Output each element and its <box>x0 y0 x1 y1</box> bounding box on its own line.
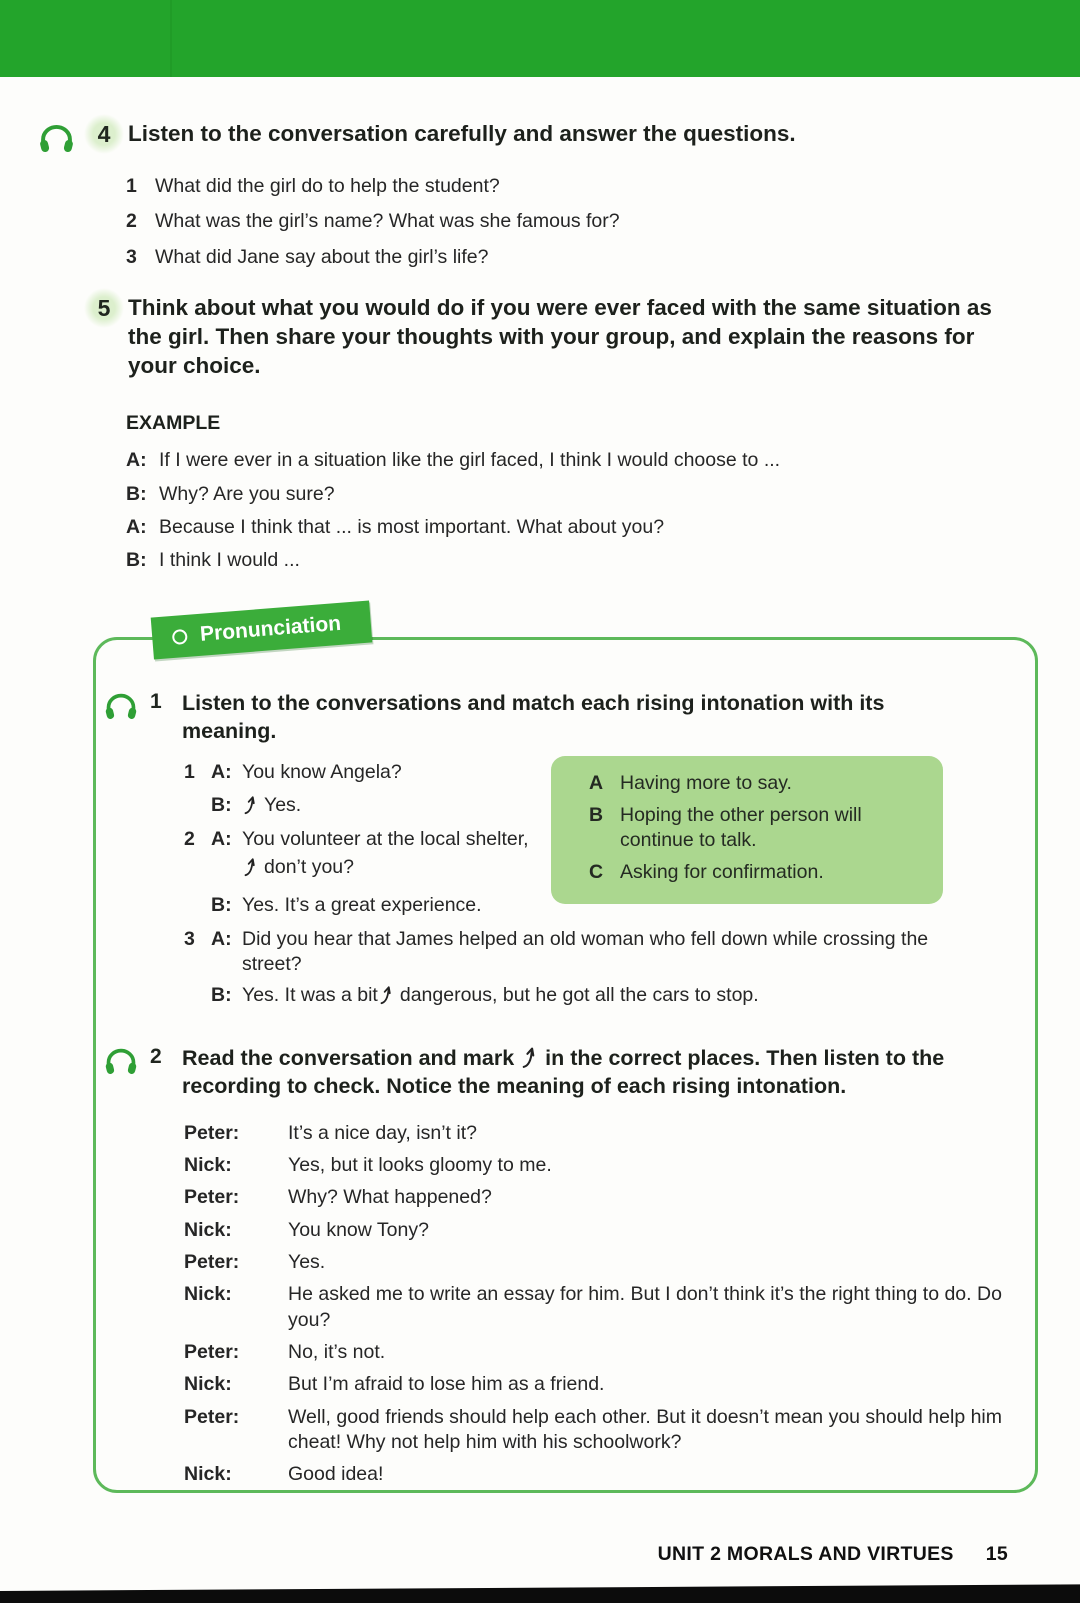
speaker-label: Peter: <box>184 1250 240 1273</box>
item-number: 1 <box>184 760 195 783</box>
exercise-5-heading-row <box>0 294 1080 380</box>
scan-seam <box>170 0 172 77</box>
headphones-icon <box>38 121 80 158</box>
line-text-after: don’t you? <box>264 855 354 878</box>
example-line <box>126 548 1080 573</box>
speaker-label: B: <box>126 482 147 505</box>
speaker-label: Nick: <box>184 1373 232 1396</box>
item-number <box>184 793 211 818</box>
option-row <box>589 803 925 854</box>
speaker-label: Peter: <box>184 1340 240 1363</box>
conversation-line <box>184 983 1029 1008</box>
speaker-label: B: <box>211 984 232 1007</box>
dialogue-text: Yes, but it looks gloomy to me. <box>288 1153 552 1176</box>
option-letter: C <box>589 861 604 884</box>
example-line <box>126 515 1080 540</box>
exercise-4-questions <box>126 174 1080 270</box>
example-text: I think I would ... <box>159 549 300 572</box>
speaker-label <box>211 855 242 880</box>
option-text: Asking for confirmation. <box>620 861 824 884</box>
dialogue-text: Good idea! <box>288 1463 384 1486</box>
speaker-label: A: <box>211 927 232 950</box>
dialogue-line <box>184 1121 1035 1146</box>
line-text-before: Yes. It was a bit <box>242 984 378 1007</box>
dialogue-text: Yes. <box>288 1250 326 1273</box>
page-footer <box>0 1543 1008 1566</box>
rising-intonation-icon <box>244 795 257 815</box>
item-number <box>184 893 211 918</box>
option-letter: B <box>589 803 604 826</box>
rising-intonation-icon <box>380 985 393 1005</box>
dialogue-text: Well, good friends should help each other. But it doesn’t mean you should help him cheat! Why not help him with his schoolwork? <box>288 1405 1003 1453</box>
dialogue-line <box>184 1185 1035 1210</box>
pronunciation-tab-label: Pronunciation <box>199 611 342 646</box>
pron-exercise-2-dialogue <box>184 1121 1035 1488</box>
question-row <box>126 209 1080 234</box>
option-letter: A <box>589 772 604 794</box>
exercise-4-heading-row <box>0 120 1080 158</box>
headphones-icon <box>104 1045 144 1080</box>
exercise-5-title: Think about what you would do if you were ever faced with the same situation as the girl. Then share your thoughts with your group, and explain the reasons for your choice. <box>128 295 992 378</box>
question-number: 3 <box>126 245 137 268</box>
dialogue-line <box>184 1153 1035 1178</box>
line-text <box>242 855 354 880</box>
pron-exercise-1-title: Listen to the conversations and match each rising intonation with its meaning. <box>182 691 885 743</box>
conversation-line <box>184 927 1029 978</box>
question-number: 1 <box>126 175 137 197</box>
item-number <box>184 983 211 1008</box>
exercise-5-section <box>0 294 1080 582</box>
option-row <box>589 860 925 886</box>
question-row <box>126 174 1080 199</box>
question-number: 2 <box>126 210 137 233</box>
example-line <box>126 448 1080 473</box>
speaker-label: A: <box>126 516 147 539</box>
pron-exercise-2-title <box>182 1045 982 1101</box>
line-text-after: dangerous, but he got all the cars to stop. <box>399 984 759 1007</box>
header-green-band <box>0 0 1080 77</box>
speaker-label: B: <box>126 549 147 572</box>
example-text: Because I think that ... is most important. What about you? <box>159 516 665 539</box>
line-text: You know Angela? <box>242 760 402 783</box>
line-text <box>242 793 301 818</box>
example-label: EXAMPLE <box>126 412 221 435</box>
option-text: Having more to say. <box>620 772 792 794</box>
dialogue-line <box>184 1462 1035 1487</box>
line-text: You volunteer at the local shelter, <box>242 827 529 850</box>
speaker-label: Peter: <box>184 1121 240 1144</box>
pronunciation-tab <box>151 600 373 659</box>
pron-exercise-2-number: 2 <box>150 1044 162 1068</box>
option-row <box>589 771 925 797</box>
dialogue-text: He asked me to write an essay for him. But I don’t think it’s the right thing to do. Do you? <box>288 1283 1002 1331</box>
dialogue-text: You know Tony? <box>288 1218 429 1241</box>
dialogue-text: It’s a nice day, isn’t it? <box>288 1121 477 1144</box>
title-text-after: in the correct places. Then listen to the recording to check. Notice the meaning of each rising intonation. <box>182 1045 945 1098</box>
speaker-label: Peter: <box>184 1405 240 1428</box>
dialogue-line <box>184 1372 1035 1397</box>
unit-label: UNIT 2 MORALS AND VIRTUES <box>657 1543 954 1565</box>
pron-exercise-2-heading-row <box>96 1045 1035 1101</box>
option-text: Hoping the other person will continue to talk. <box>620 803 862 852</box>
pron-exercise-1-heading-row <box>96 690 1035 746</box>
speaker-label: B: <box>211 794 232 817</box>
question-text: What did Jane say about the girl’s life? <box>155 245 489 268</box>
speaker-label: A: <box>211 760 232 783</box>
example-text: Why? Are you sure? <box>159 482 335 505</box>
item-number: 2 <box>184 827 195 850</box>
intonation-options-panel <box>551 756 943 904</box>
exercise-4-title: Listen to the conversation carefully and answer the questions. <box>128 121 796 146</box>
dialogue-line <box>184 1218 1035 1243</box>
line-text <box>242 983 759 1008</box>
circle-outline-icon <box>172 628 188 644</box>
line-text: Yes. It’s a great experience. <box>242 894 482 917</box>
pronunciation-box <box>93 611 1038 1493</box>
scan-edge-bar <box>0 1584 1080 1603</box>
example-dialogue <box>126 448 1080 573</box>
headphones-icon <box>104 690 144 725</box>
pron-exercise-1-number: 1 <box>150 690 162 713</box>
speaker-label: A: <box>211 827 232 850</box>
speaker-label: Nick: <box>184 1218 232 1241</box>
rising-intonation-icon <box>244 857 257 877</box>
dialogue-text: No, it’s not. <box>288 1340 386 1363</box>
item-number: 3 <box>184 927 195 950</box>
dialogue-line <box>184 1340 1035 1365</box>
speaker-label: B: <box>211 894 232 917</box>
rising-intonation-icon <box>522 1046 537 1069</box>
exercise-5-number: 5 <box>84 288 124 328</box>
speaker-label: Nick: <box>184 1283 232 1306</box>
dialogue-text: But I’m afraid to lose him as a friend. <box>288 1373 605 1396</box>
dialogue-line <box>184 1250 1035 1275</box>
line-text: Did you hear that James helped an old woman who fell down while crossing the street? <box>242 927 929 975</box>
example-text: If I were ever in a situation like the girl faced, I think I would choose to ... <box>159 449 781 472</box>
dialogue-line <box>184 1282 1035 1333</box>
question-text: What was the girl’s name? What was she famous for? <box>155 210 620 233</box>
exercise-4-number: 4 <box>84 114 124 154</box>
speaker-label: Nick: <box>184 1153 232 1176</box>
line-text-after: Yes. <box>264 794 302 817</box>
dialogue-line <box>184 1405 1035 1456</box>
example-line <box>126 482 1080 507</box>
question-text: What did the girl do to help the student? <box>155 175 500 197</box>
dialogue-text: Why? What happened? <box>288 1186 492 1209</box>
speaker-label: A: <box>126 449 147 472</box>
item-number <box>184 855 211 880</box>
speaker-label: Nick: <box>184 1463 232 1486</box>
question-row <box>126 245 1080 270</box>
title-text-before: Read the conversation and mark <box>182 1045 515 1070</box>
speaker-label: Peter: <box>184 1186 240 1209</box>
page-number: 15 <box>985 1543 1008 1565</box>
exercise-4-section <box>0 120 1080 280</box>
